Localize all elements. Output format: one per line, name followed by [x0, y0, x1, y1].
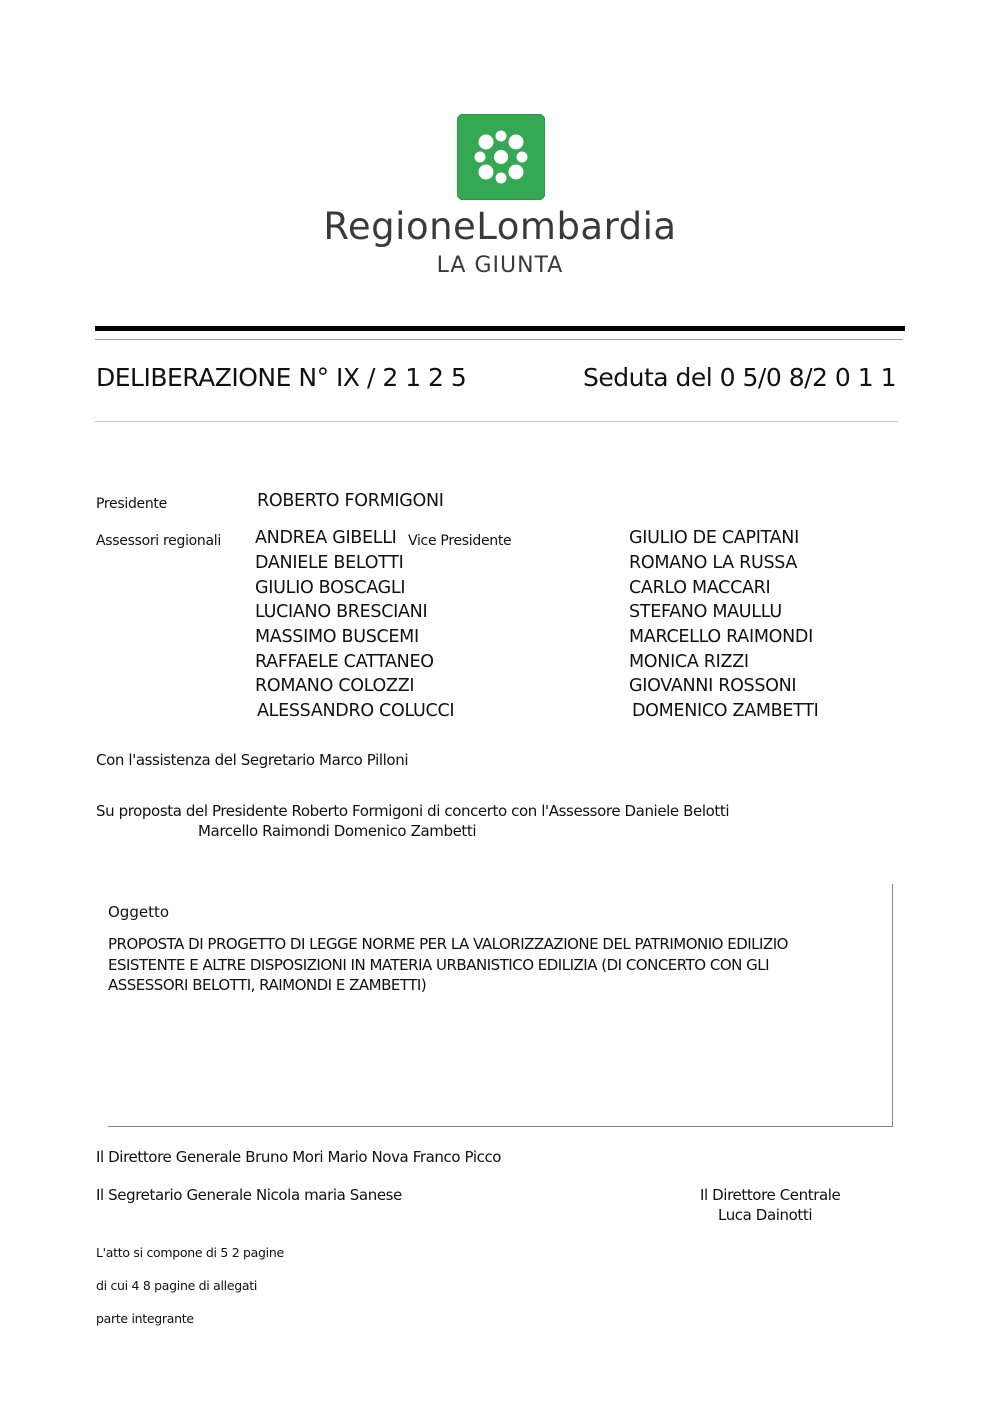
proposal-line: Marcello Raimondi Domenico Zambetti: [198, 822, 477, 840]
header-rule-thin: [95, 339, 903, 340]
assessor-name: GIOVANNI ROSSONI: [629, 676, 797, 696]
assessor-name: ALESSANDRO COLUCCI: [257, 701, 455, 721]
assessor-name: MASSIMO BUSCEMI: [255, 627, 419, 647]
brand-subtitle: LA GIUNTA: [436, 253, 564, 278]
subject-line: ASSESSORI BELOTTI, RAIMONDI E ZAMBETTI): [108, 976, 427, 994]
assessors-label: Assessori regionali: [96, 533, 221, 549]
president-label: Presidente: [96, 496, 167, 512]
session-date: Seduta del 0 5/0 8/2 0 1 1: [582, 363, 896, 392]
proposal-line: Su proposta del Presidente Roberto Formigoni di concerto con l'Assessore Daniele Belotti: [96, 802, 730, 820]
director-general-line: Il Direttore Generale Bruno Mori Mario Nova Franco Picco: [96, 1148, 502, 1166]
footer-line: parte integrante: [96, 1311, 194, 1326]
subject-line: ESISTENTE E ALTRE DISPOSIZIONI IN MATERIA URBANISTICO EDILIZIA (DI CONCERTO CON GLI: [108, 956, 770, 974]
assessor-name: ROMANO LA RUSSA: [629, 553, 798, 573]
subject-box: [108, 884, 893, 1127]
subject-label: Oggetto: [108, 903, 170, 921]
regione-lombardia-logo-icon: [457, 114, 545, 200]
assessor-name: MONICA RIZZI: [629, 652, 749, 672]
assessor-name: DOMENICO ZAMBETTI: [632, 701, 819, 721]
title-divider: [95, 421, 898, 422]
president-name: ROBERTO FORMIGONI: [257, 491, 444, 511]
footer-line: di cui 4 8 pagine di allegati: [96, 1278, 258, 1293]
assessor-name: ROMANO COLOZZI: [255, 676, 415, 696]
brand-name: RegioneLombardia: [323, 205, 677, 248]
central-director-label: Il Direttore Centrale: [700, 1186, 841, 1204]
assessor-name: CARLO MACCARI: [629, 578, 771, 598]
assessor-name: GIULIO BOSCAGLI: [255, 578, 406, 598]
subject-line: PROPOSTA DI PROGETTO DI LEGGE NORME PER LA VALORIZZAZIONE DEL PATRIMONIO EDILIZIO: [108, 935, 788, 953]
assessor-name: RAFFAELE CATTANEO: [255, 652, 434, 672]
assistance-line: Con l'assistenza del Segretario Marco Pilloni: [96, 751, 409, 769]
vice-president-role: Vice Presidente: [408, 533, 512, 549]
secretary-general-line: Il Segretario Generale Nicola maria Sanese: [96, 1186, 402, 1204]
assessor-name: DANIELE BELOTTI: [255, 553, 404, 573]
assessor-name: STEFANO MAULLU: [629, 602, 782, 622]
vice-president-name: ANDREA GIBELLI: [255, 528, 397, 548]
assessor-name: MARCELLO RAIMONDI: [629, 627, 813, 647]
footer-line: L'atto si compone di 5 2 pagine: [96, 1245, 284, 1260]
deliberation-number: DELIBERAZIONE N° IX / 2 1 2 5: [96, 363, 467, 392]
assessor-name: GIULIO DE CAPITANI: [629, 528, 799, 548]
header-rule: [95, 326, 905, 331]
assessor-name: LUCIANO BRESCIANI: [255, 602, 428, 622]
central-director-name: Luca Dainotti: [718, 1206, 813, 1224]
